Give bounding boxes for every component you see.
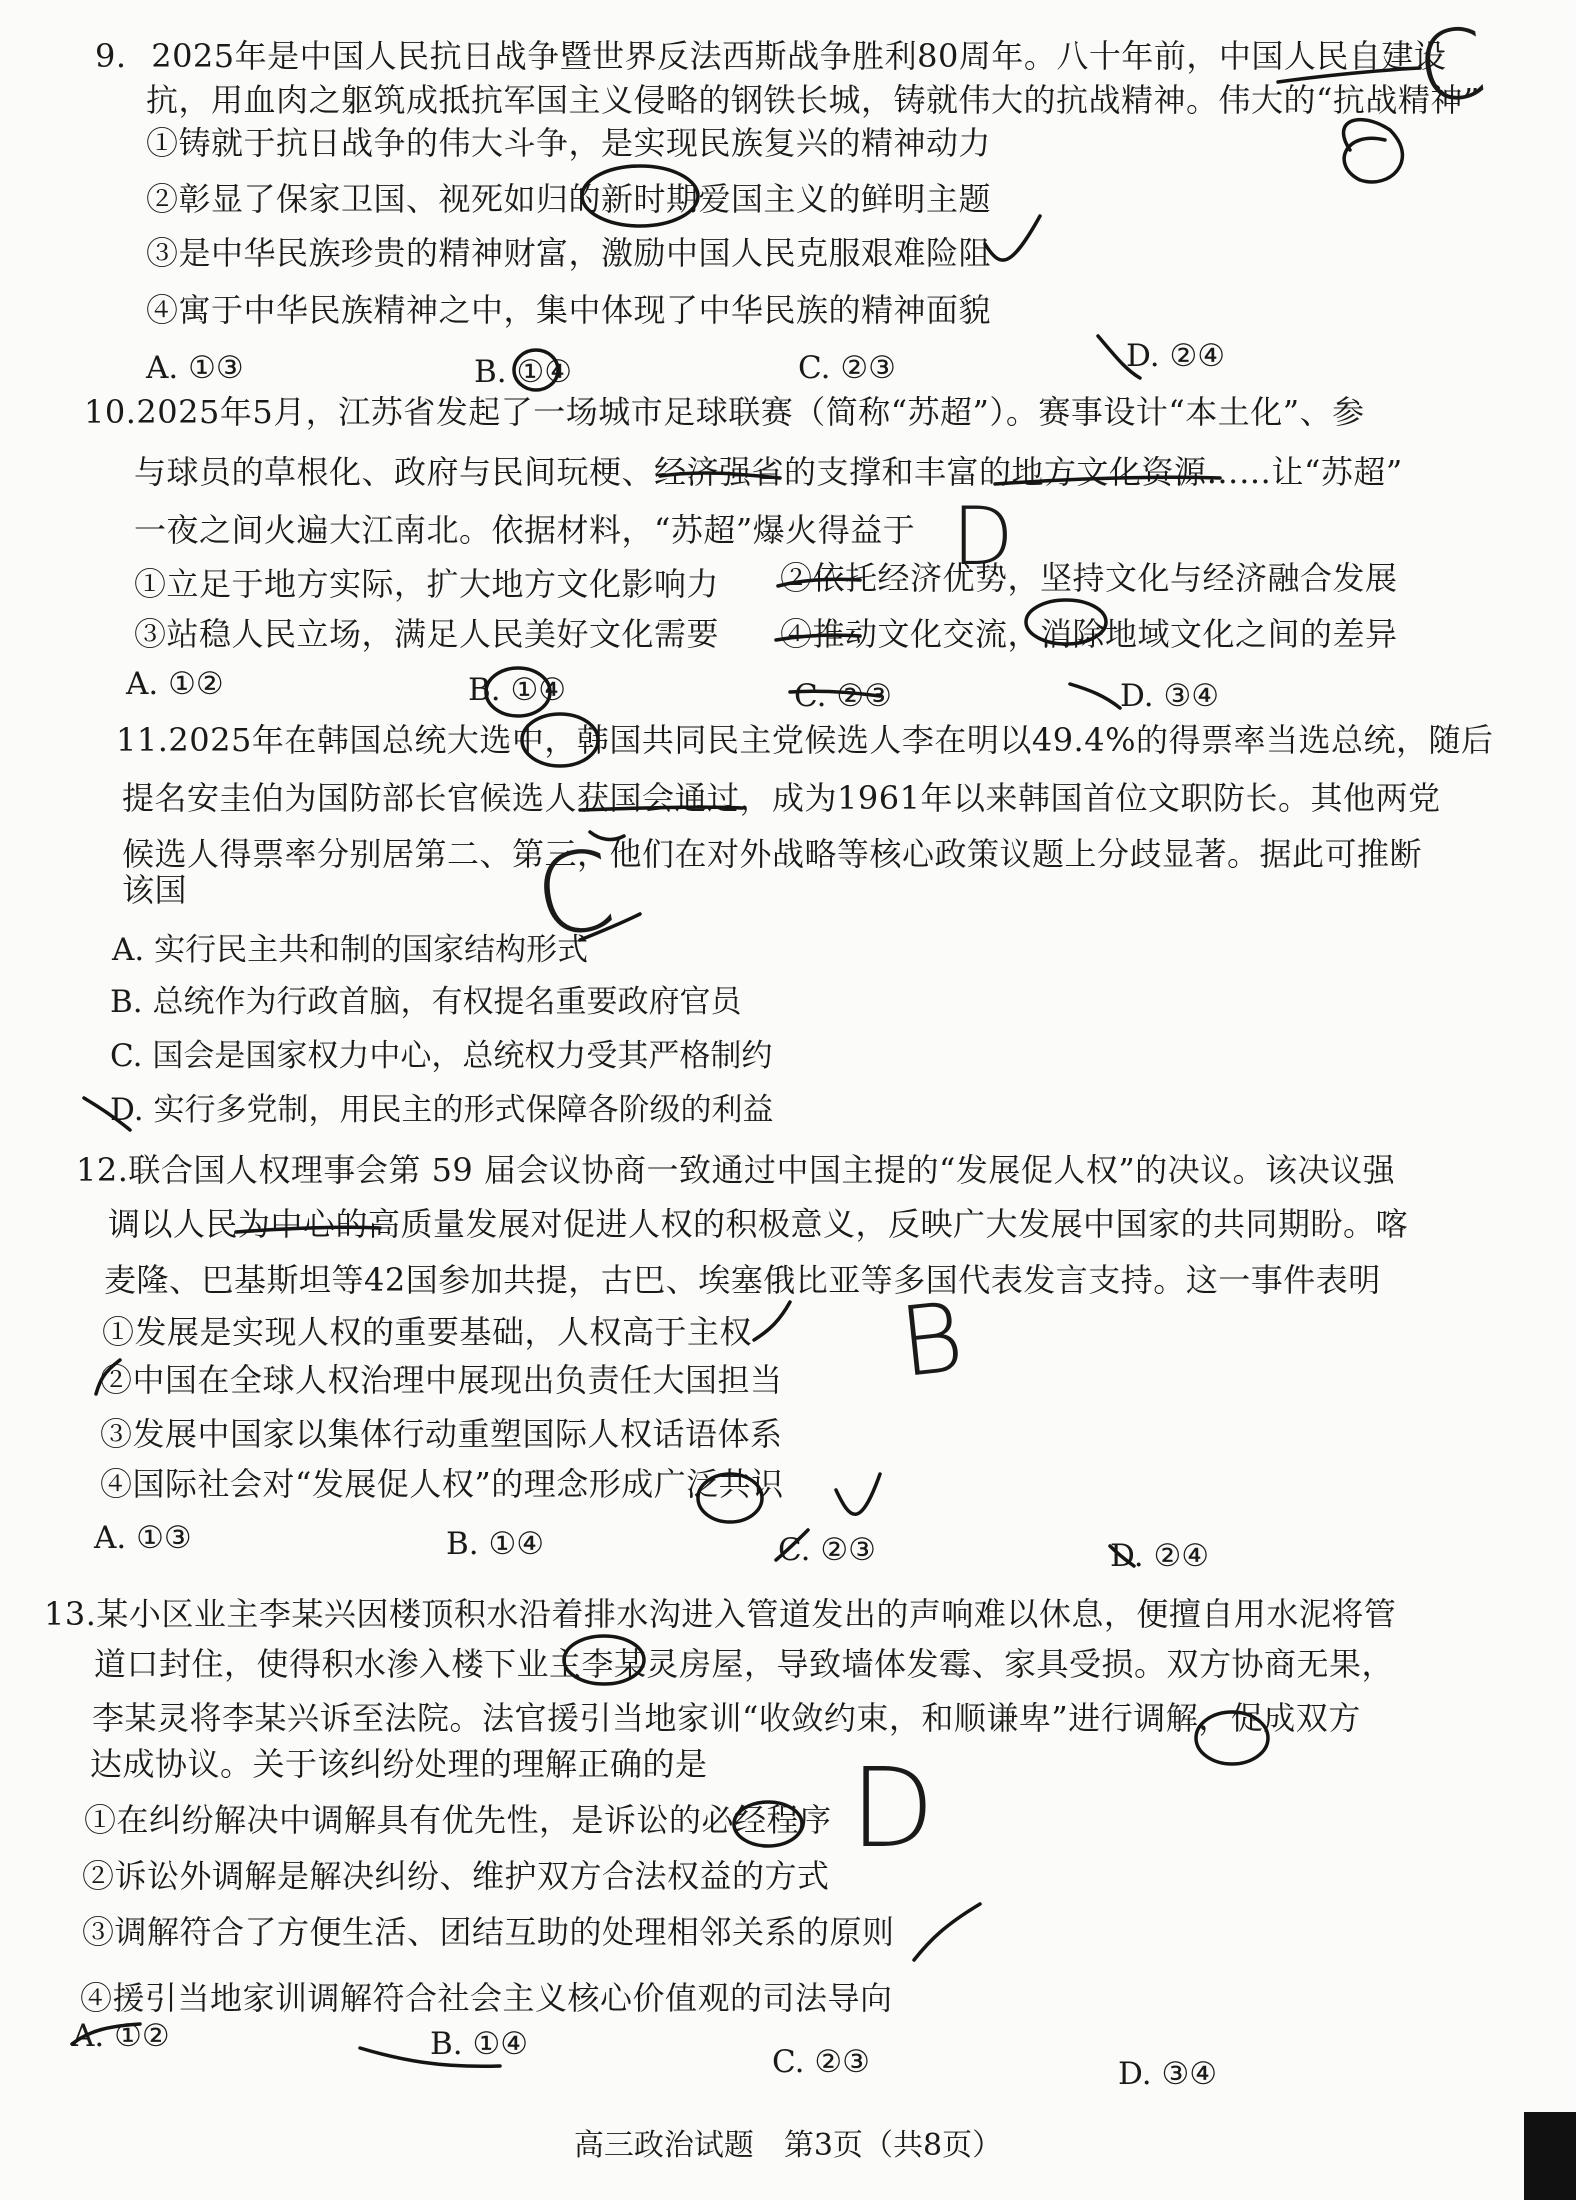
option-d: D. ②④	[1110, 1538, 1210, 1574]
option-a: A. ①②	[126, 666, 224, 702]
statement-1: ①铸就于抗日战争的伟大斗争，是实现民族复兴的精神动力	[146, 124, 992, 162]
statement-3: ③站稳人民立场，满足人民美好文化需要	[134, 615, 720, 653]
option-b: B. 总统作为行政首脑，有权提名重要政府官员	[110, 984, 742, 1020]
question-stem-line: 李某灵将李某兴诉至法院。法官援引当地家训“收敛约束，和顺谦卑”进行调解，促成双方	[92, 1699, 1361, 1737]
question-stem-line: 2025年在韩国总统大选中，韩国共同民主党候选人李在明以49.4%的得票率当选总统，随后	[168, 721, 1494, 759]
statement-2: ②依托经济优势，坚持文化与经济融合发展	[780, 559, 1398, 597]
question-number: 12.	[76, 1151, 129, 1189]
question-number: 13.	[44, 1595, 97, 1633]
tick-mark	[754, 1302, 790, 1340]
handwritten-answer-12: B	[894, 1281, 969, 1399]
statement-3: ③调解符合了方便生活、团结互助的处理相邻关系的原则	[82, 1913, 895, 1951]
tick-mark	[836, 1474, 880, 1514]
statement-1: ①在纠纷解决中调解具有优先性，是诉讼的必经程序	[84, 1801, 832, 1839]
question-number: 9.	[95, 37, 127, 75]
statement-4: ④国际社会对“发展促人权”的理念形成广泛共识	[100, 1465, 784, 1503]
statement-4: ④寓于中华民族精神之中，集中体现了中华民族的精神面貌	[146, 291, 992, 329]
question-number: 11.	[116, 721, 169, 759]
page-footer: 高三政治试题 第3页（共8页）	[573, 2128, 1003, 2163]
option-a: A. ①③	[94, 1520, 192, 1556]
option-d: D. ②④	[1126, 338, 1226, 374]
handwritten-answer-11: C	[525, 824, 624, 964]
option-a: A. ①③	[146, 350, 244, 386]
statement-1: ①立足于地方实际，扩大地方文化影响力	[134, 565, 720, 603]
question-stem-line: 一夜之间火遍大江南北。依据材料，“苏超”爆火得益于	[134, 511, 916, 549]
question-stem-line: 调以人民为中心的高质量发展对促进人权的积极意义，反映广大发展中国家的共同期盼。喀	[108, 1205, 1409, 1243]
tick-mark	[914, 1904, 980, 1960]
option-b: B. ①④	[474, 354, 573, 390]
option-d: D. ③④	[1118, 2056, 1218, 2092]
option-c: C. ②③	[778, 1532, 876, 1568]
statement-3: ③发展中国家以集体行动重塑国际人权话语体系	[100, 1415, 783, 1453]
scribble-mark	[1344, 120, 1403, 182]
statement-3: ③是中华民族珍贵的精神财富，激励中国人民克服艰难险阻	[146, 234, 992, 272]
question-stem-line: 2025年5月，江苏省发起了一场城市足球联赛（简称“苏超”）。赛事设计“本土化”、参	[136, 393, 1365, 431]
question-stem-line: 达成协议。关于该纠纷处理的理解正确的是	[90, 1745, 708, 1783]
handwritten-answer-10: D	[952, 490, 1014, 583]
option-b: B. ①④	[446, 1526, 545, 1562]
statement-1: ①发展是实现人权的重要基础，人权高于主权	[102, 1313, 753, 1351]
statement-2: ②彰显了保家卫国、视死如归的新时期爱国主义的鲜明主题	[146, 180, 992, 218]
option-a: A. ①②	[72, 2018, 170, 2054]
option-d: D. ③④	[1120, 678, 1220, 714]
option-c: C. ②③	[798, 350, 896, 386]
option-a: A. 实行民主共和制的国家结构形式	[112, 932, 589, 968]
question-number: 10.	[84, 393, 137, 431]
question-stem-line: 麦隆、巴基斯坦等42国参加共提，古巴、埃塞俄比亚等多国代表发言支持。这一事件表明	[104, 1261, 1381, 1299]
option-b: B. ①④	[468, 672, 567, 708]
option-c: C. 国会是国家权力中心，总统权力受其严格制约	[110, 1038, 773, 1074]
statement-2: ②诉讼外调解是解决纠纷、维护双方合法权益的方式	[82, 1857, 830, 1895]
scan-edge-mark	[1524, 2112, 1576, 2200]
option-c: C. ②③	[794, 678, 892, 714]
question-stem-line: 联合国人权理事会第 59 届会议协商一致通过中国主提的“发展促人权”的决议。该决议强	[128, 1151, 1396, 1189]
question-stem-line: 道口封住，使得积水渗入楼下业主李某灵房屋，导致墙体发霉、家具受损。双方协商无果，	[94, 1645, 1395, 1683]
statement-4: ④推动文化交流，消除地域文化之间的差异	[780, 615, 1398, 653]
question-stem-line: 某小区业主李某兴因楼顶积水沿着排水沟进入管道发出的声响难以休息，便擅自用水泥将管	[96, 1595, 1397, 1633]
tick-mark	[985, 216, 1040, 260]
option-d: D. 实行多党制，用民主的形式保障各阶级的利益	[110, 1092, 774, 1128]
question-stem-line: 抗，用血肉之躯筑成抵抗军国主义侵略的钢铁长城，铸就伟大的抗战精神。伟大的“抗战精神”	[146, 81, 1480, 119]
question-stem-line: 2025年是中国人民抗日战争暨世界反法西斯战争胜利80周年。八十年前，中国人民自建设	[151, 37, 1447, 75]
handwritten-answer-13: D	[850, 1744, 935, 1872]
option-c: C. ②③	[772, 2044, 870, 2080]
option-b: B. ①④	[430, 2026, 529, 2062]
statement-4: ④援引当地家训调解符合社会主义核心价值观的司法导向	[80, 1979, 893, 2017]
question-stem-line: 与球员的草根化、政府与民间玩梗、经济强省的支撑和丰富的地方文化资源……让“苏超”	[134, 453, 1403, 491]
handwritten-answer-9: C	[1410, 5, 1493, 127]
question-stem-line: 候选人得票率分别居第二、第三，他们在对外战略等核心政策议题上分歧显著。据此可推断	[122, 835, 1423, 873]
question-stem-line: 提名安圭伯为国防部长官候选人获国会通过，成为1961年以来韩国首位文职防长。其他两党	[122, 779, 1441, 817]
statement-2: ②中国在全球人权治理中展现出负责任大国担当	[100, 1361, 783, 1399]
question-stem-line: 该国	[122, 871, 188, 909]
tick-mark	[1070, 684, 1120, 708]
